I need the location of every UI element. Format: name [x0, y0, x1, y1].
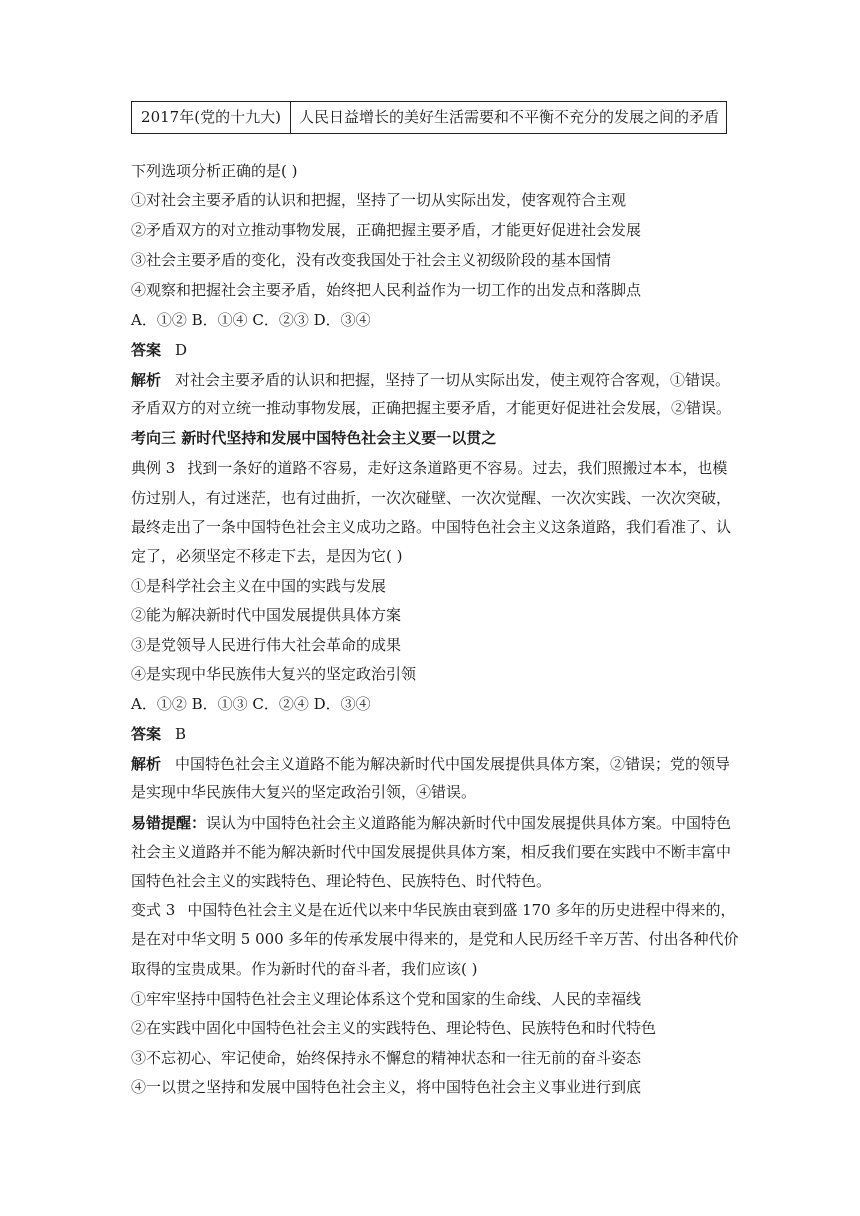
q3-stem-text-1: 中国特色社会主义是在近代以来中华民族由衰到盛 170 多年的历史进程中得来的， — [187, 901, 736, 919]
q1-answer-value: D — [175, 341, 188, 359]
q3-option-3: ③不忘初心、牢记使命，始终保持永不懈怠的精神状态和一往无前的奋斗姿态 — [131, 1049, 642, 1067]
q3-option-2: ②在实践中固化中国特色社会主义的实践特色、理论特色、民族特色和时代特色 — [131, 1019, 657, 1037]
q3-stem-line-1 — [131, 900, 735, 920]
q1-answer-label: 答案 — [131, 341, 162, 359]
q2-answer — [131, 724, 186, 744]
q2-answer-label: 答案 — [131, 725, 162, 743]
q2-option-1: ①是科学社会主义在中国的实践与发展 — [131, 577, 387, 595]
q1-analysis-line-2: 矛盾双方的对立统一推动事物发展，正确把握主要矛盾，才能更好促进社会发展，②错误。 — [131, 399, 732, 417]
q3-option-4: ④一以贯之坚持和发展中国特色社会主义，将中国特色社会主义事业进行到底 — [131, 1078, 642, 1096]
table-cell-contradiction: 人民日益增长的美好生活需要和不平衡不充分的发展之间的矛盾 — [299, 108, 720, 126]
q1-analysis-line-1 — [131, 370, 730, 390]
q2-tip-label: 易错提醒： — [131, 814, 207, 832]
q2-tip-line-1 — [131, 813, 731, 833]
q2-option-2: ②能为解决新时代中国发展提供具体方案 — [131, 606, 402, 624]
q3-stem-line-3: 取得的宝贵成果。作为新时代的奋斗者，我们应该( ) — [131, 960, 478, 978]
q3-label: 变式 3 — [131, 901, 176, 919]
q2-tip-text-1: 误认为中国特色社会主义道路能为解决新时代中国发展提供具体方案。中国特色 — [206, 814, 732, 832]
q2-analysis-label: 解析 — [131, 755, 162, 773]
q2-stem-line-4: 定了，必须坚定不移走下去，是因为它( ) — [131, 547, 403, 565]
table-cell-year: 2017年(党的十九大) — [132, 102, 291, 133]
q2-tip-line-3: 国特色社会主义的实践特色、理论特色、民族特色、时代特色。 — [131, 872, 552, 890]
q2-answer-value: B — [175, 725, 187, 743]
q2-choices: A．①② B．①③ C．②④ D．③④ — [131, 695, 371, 713]
q2-stem-line-2: 仿过别人，有过迷茫，也有过曲折，一次次碰壁、一次次觉醒、一次次实践、一次次突破， — [131, 489, 732, 507]
q1-analysis-label: 解析 — [131, 371, 162, 389]
q2-stem-line-1 — [131, 458, 727, 478]
q1-answer — [131, 340, 187, 360]
q1-choices: A．①② B．①④ C．②③ D．③④ — [131, 311, 371, 329]
q2-option-3: ③是党领导人民进行伟大社会革命的成果 — [131, 636, 402, 654]
q3-stem-line-2: 是在对中华文明 5 000 多年的传承发展中得来的，是党和人民历经千辛万苦、付出各种代价 — [131, 930, 739, 948]
q2-analysis-line-1 — [131, 754, 730, 774]
q1-option-4: ④观察和把握社会主要矛盾，始终把人民利益作为一切工作的出发点和落脚点 — [131, 281, 642, 299]
q2-analysis-text-1: 中国特色社会主义道路不能为解决新时代中国发展提供具体方案，②错误；党的领导 — [175, 755, 731, 773]
section3-title: 考向三 新时代坚持和发展中国特色社会主义要一以贯之 — [131, 429, 497, 447]
q2-analysis-line-2: 是实现中华民族伟大复兴的坚定政治引领，④错误。 — [131, 783, 477, 801]
q2-stem-text-1: 找到一条好的道路不容易，走好这条道路更不容易。过去，我们照搬过本本，也模 — [187, 459, 728, 477]
contradiction-table — [131, 101, 727, 134]
q1-option-1: ①对社会主要矛盾的认识和把握，坚持了一切从实际出发，使客观符合主观 — [131, 191, 627, 209]
q2-tip-line-2: 社会主义道路并不能为解决新时代中国发展提供具体方案，相反我们要在实践中不断丰富中 — [131, 843, 732, 861]
q1-option-3: ③社会主要矛盾的变化，没有改变我国处于社会主义初级阶段的基本国情 — [131, 251, 612, 269]
q2-stem-line-3: 最终走出了一条中国特色社会主义成功之路。中国特色社会主义这条道路，我们看准了、认 — [131, 518, 732, 536]
q1-analysis-text-1: 对社会主要矛盾的认识和把握，坚持了一切从实际出发，使主观符合客观，①错误。 — [175, 371, 731, 389]
q3-option-1: ①牢牢坚持中国特色社会主义理论体系这个党和国家的生命线、人民的幸福线 — [131, 990, 642, 1008]
q2-label: 典例 3 — [131, 459, 176, 477]
q2-option-4: ④是实现中华民族伟大复兴的坚定政治引领 — [131, 665, 417, 683]
q1-option-2: ②矛盾双方的对立推动事物发展，正确把握主要矛盾，才能更好促进社会发展 — [131, 221, 642, 239]
q1-stem: 下列选项分析正确的是( ) — [131, 162, 298, 180]
